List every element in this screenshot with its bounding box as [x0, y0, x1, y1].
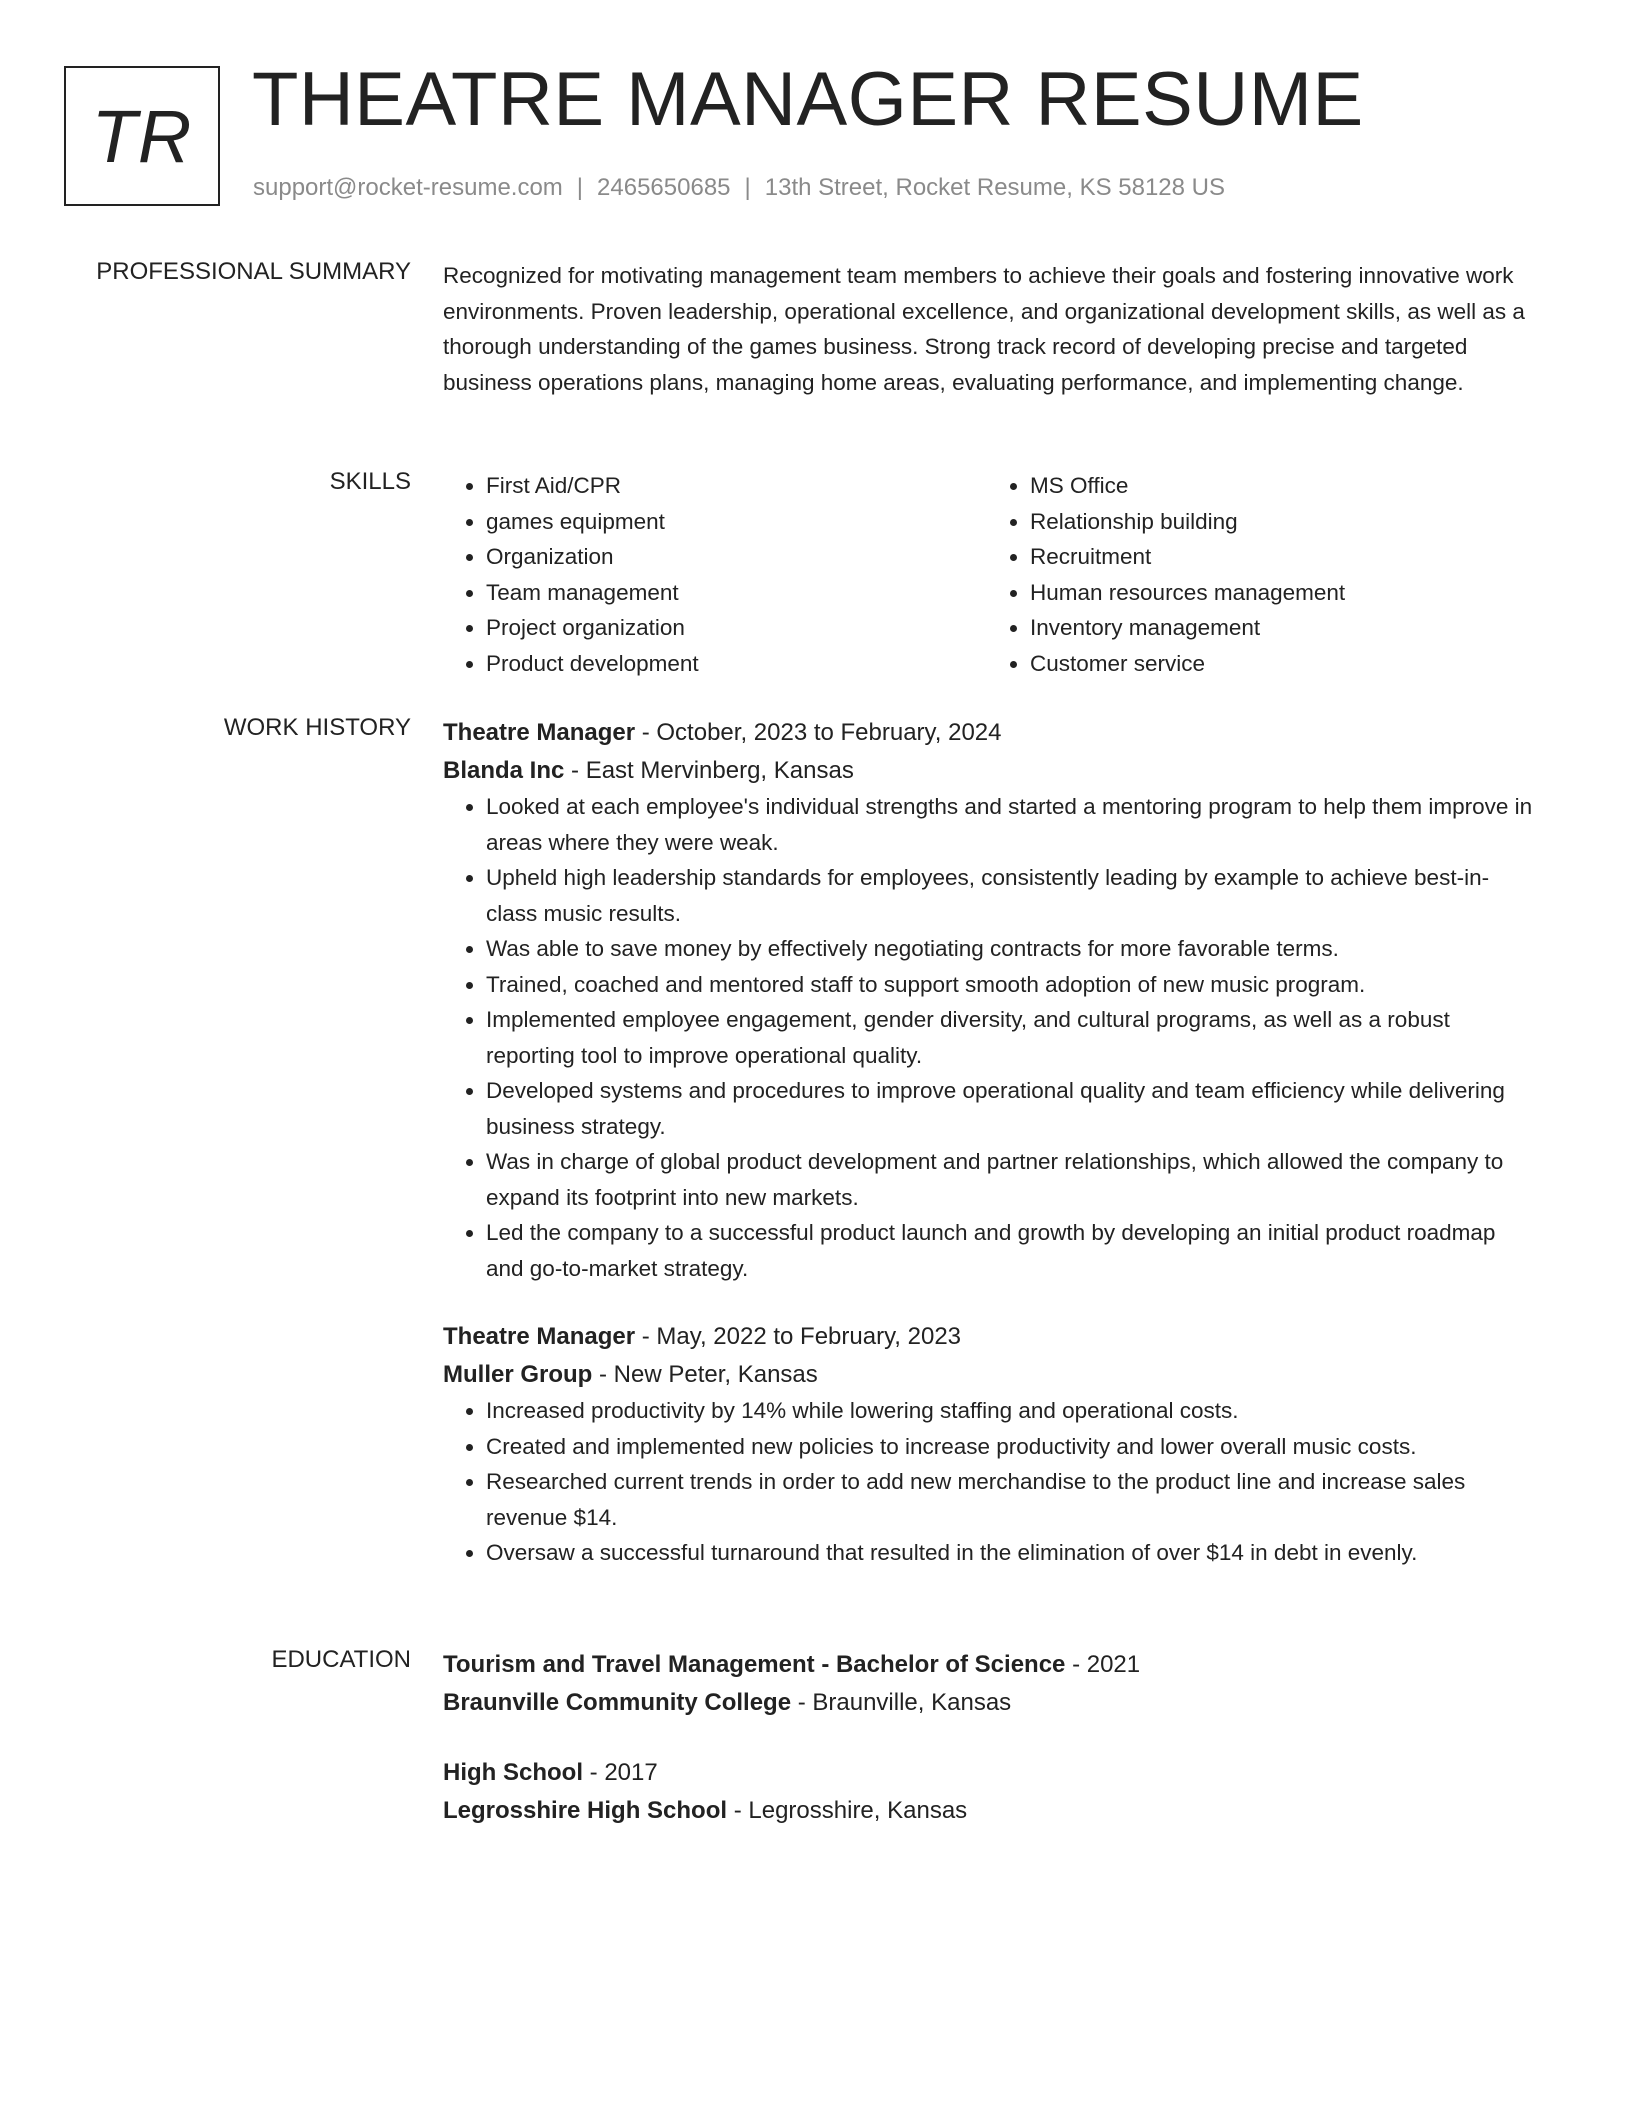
- job-title-line: [443, 1318, 1535, 1356]
- skill-item: • Team management: [486, 575, 987, 611]
- job-location: - East Mervinberg, Kansas: [564, 756, 854, 784]
- job-location: - New Peter, Kansas: [592, 1360, 818, 1388]
- education-label: EDUCATION: [271, 1646, 411, 1673]
- education-school: Legrosshire High School: [443, 1796, 728, 1824]
- education-school-line: [443, 1684, 1535, 1722]
- summary-text: Recognized for motivating management team members to achieve their goals and fostering innovative work environments. Proven leadership, operational excellence, and organizational development skills, as well as a thorough understanding of the games business. Strong track record of developing precise and targeted business operations plans, managing home areas, evaluating performance, and implementing change.: [443, 263, 1525, 395]
- job-bullet: • Upheld high leadership standards for employees, consistently leading by example to achieve best-in-class music results.: [486, 860, 1535, 931]
- skill-item: • games equipment: [486, 504, 987, 540]
- skill-item: • Product development: [486, 646, 987, 682]
- skill-item: • Organization: [486, 539, 987, 575]
- job-company-line: [443, 752, 1535, 790]
- contact-address: 13th Street, Rocket Resume, KS 58128 US: [764, 174, 1225, 201]
- job-dates: - May, 2022 to February, 2023: [635, 1323, 962, 1350]
- contact-line: [253, 174, 1225, 202]
- resume-title: THEATRE MANAGER RESUME: [252, 57, 1364, 142]
- education-school-line: [443, 1792, 1535, 1830]
- education-entry: [443, 1754, 1535, 1829]
- work-label: WORK HISTORY: [223, 714, 411, 741]
- monogram-initials: TR: [91, 94, 193, 178]
- job-bullets: [443, 789, 1535, 1286]
- skill-item: • Customer service: [1030, 646, 1535, 682]
- job-title: Theatre Manager: [443, 1323, 636, 1350]
- skill-item: • Project organization: [486, 610, 987, 646]
- contact-phone: 2465650685: [597, 174, 731, 201]
- education-degree: High School: [443, 1759, 583, 1786]
- skill-item: • First Aid/CPR: [486, 468, 987, 504]
- education-entry: [443, 1646, 1535, 1721]
- contact-separator: |: [744, 174, 751, 201]
- skill-item: • Relationship building: [1030, 504, 1535, 540]
- job-bullet: • Implemented employee engagement, gender diversity, and cultural programs, as well as a robust reporting tool to improve operational quality.: [486, 1002, 1535, 1073]
- job-company-line: [443, 1356, 1535, 1394]
- education-year: - 2021: [1065, 1651, 1141, 1678]
- job-bullet: • Looked at each employee's individual strengths and started a mentoring program to help them improve in areas where they were weak.: [486, 789, 1535, 860]
- job-bullet: • Developed systems and procedures to improve operational quality and team efficiency while delivering business strategy.: [486, 1073, 1535, 1144]
- skills-list-right: [987, 468, 1535, 681]
- skills-label: SKILLS: [329, 468, 411, 495]
- job-bullet: • Increased productivity by 14% while lowering staffing and operational costs.: [486, 1393, 1535, 1429]
- education-school: Braunville Community College: [443, 1688, 792, 1716]
- job-bullet: • Was able to save money by effectively negotiating contracts for more favorable terms.: [486, 931, 1535, 967]
- education-degree-line: [443, 1754, 1535, 1792]
- job-title-line: [443, 714, 1535, 752]
- skill-item: • Human resources management: [1030, 575, 1535, 611]
- skill-item: • Inventory management: [1030, 610, 1535, 646]
- education-location: - Legrosshire, Kansas: [727, 1796, 968, 1824]
- summary-label: PROFESSIONAL SUMMARY: [96, 258, 411, 285]
- job-bullet: • Led the company to a successful product launch and growth by developing an initial product roadmap and go-to-market strategy.: [486, 1215, 1535, 1286]
- summary-body: [443, 258, 1535, 400]
- job-bullet: • Researched current trends in order to add new merchandise to the product line and increase sales revenue $14.: [486, 1464, 1535, 1535]
- skills-list-left: [443, 468, 987, 681]
- job-company: Blanda Inc: [443, 756, 565, 784]
- job-bullet: • Trained, coached and mentored staff to support smooth adoption of new music program.: [486, 967, 1535, 1003]
- skills-grid: [443, 468, 1535, 681]
- education-year: - 2017: [583, 1759, 658, 1786]
- job-bullets: [443, 1393, 1535, 1571]
- monogram-box: [64, 66, 220, 206]
- job-bullet: • Oversaw a successful turnaround that resulted in the elimination of over $14 in debt in evenly.: [486, 1535, 1535, 1571]
- job-entry: [443, 714, 1535, 1286]
- job-bullet: • Was in charge of global product development and partner relationships, which allowed the company to expand its footprint into new markets.: [486, 1144, 1535, 1215]
- job-bullet: • Created and implemented new policies to increase productivity and lower overall music costs.: [486, 1429, 1535, 1465]
- work-body: [443, 714, 1535, 1571]
- job-entry: [443, 1318, 1535, 1571]
- skill-item: • Recruitment: [1030, 539, 1535, 575]
- skill-item: • MS Office: [1030, 468, 1535, 504]
- education-degree: Tourism and Travel Management - Bachelor of Science: [443, 1651, 1066, 1678]
- job-title: Theatre Manager: [443, 719, 636, 746]
- contact-separator: |: [576, 174, 584, 201]
- job-dates: - October, 2023 to February, 2024: [635, 719, 1002, 746]
- education-body: [443, 1646, 1535, 1829]
- job-company: Muller Group: [443, 1360, 593, 1388]
- education-degree-line: [443, 1646, 1535, 1684]
- education-location: - Braunville, Kansas: [791, 1688, 1012, 1716]
- contact-email: support@rocket-resume.com: [253, 174, 563, 201]
